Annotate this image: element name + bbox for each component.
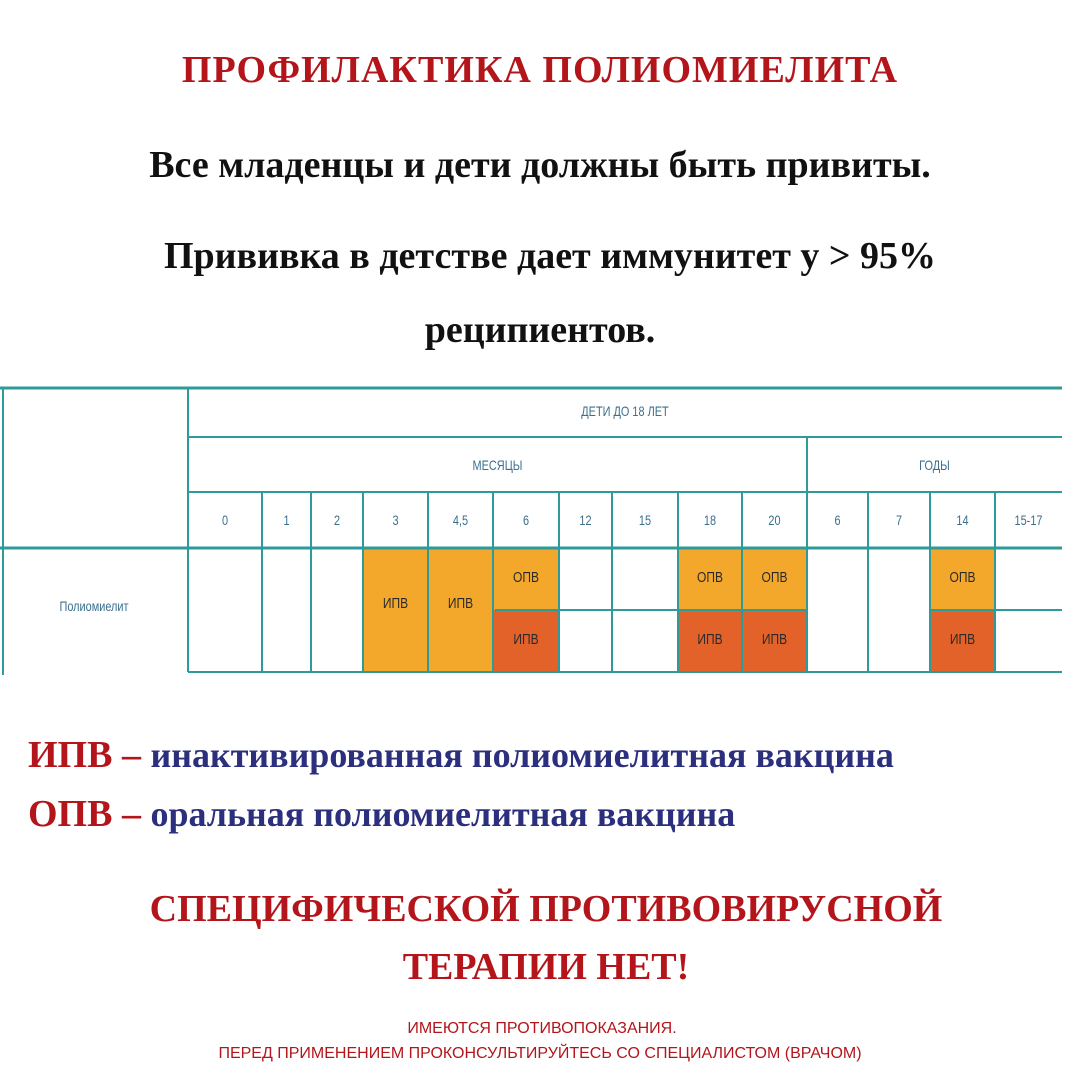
age-column-header: 12 bbox=[579, 512, 592, 528]
dose-label-ipv: ИПВ bbox=[949, 631, 976, 648]
page-title: ПРОФИЛАКТИКА ПОЛИОМИЕЛИТА bbox=[181, 49, 899, 91]
dose-label-ipv: ИПВ bbox=[447, 595, 474, 612]
row-label-polio: Полиомиелит bbox=[59, 598, 129, 614]
dose-label-ipv: ИПВ bbox=[382, 595, 409, 612]
dose-label-ipv: ИПВ bbox=[513, 631, 539, 648]
age-column-header: 4,5 bbox=[452, 512, 469, 528]
dose-label-opv: ОПВ bbox=[513, 569, 539, 586]
dose-label-ipv: ИПВ bbox=[761, 631, 788, 648]
vaccination-schedule-table bbox=[0, 385, 1062, 675]
legend-ipv bbox=[28, 733, 894, 777]
warning-line-1: СПЕЦИФИЧЕСКОЙ ПРОТИВОВИРУСНОЙ bbox=[149, 888, 943, 930]
legend-ipv-desc: инактивированная полиомиелитная вакцина bbox=[150, 735, 894, 775]
legend-ipv-abbr: ИПВ bbox=[28, 734, 113, 776]
header-years: ГОДЫ bbox=[919, 457, 950, 473]
age-column-header: 20 bbox=[768, 512, 781, 528]
intro-line-1: Все младенцы и дети должны быть привиты. bbox=[149, 144, 931, 186]
dose-label-opv: ОПВ bbox=[761, 569, 788, 586]
legend-opv-dash: – bbox=[121, 793, 141, 835]
age-column-header: 14 bbox=[956, 512, 969, 528]
header-children-under-18: ДЕТИ ДО 18 ЛЕТ bbox=[581, 403, 669, 419]
warning-line-2: ТЕРАПИИ НЕТ! bbox=[402, 946, 690, 988]
age-column-header: 2 bbox=[333, 512, 341, 528]
age-column-header: 0 bbox=[221, 512, 229, 528]
age-column-header: 18 bbox=[703, 512, 717, 528]
header-months: МЕСЯЦЫ bbox=[472, 457, 523, 473]
age-column-header: 6 bbox=[834, 512, 841, 528]
age-column-header: 15 bbox=[638, 512, 652, 528]
legend-ipv-dash: – bbox=[121, 734, 141, 776]
dose-label-opv: ОПВ bbox=[949, 569, 976, 586]
legend-opv bbox=[28, 792, 735, 836]
legend-opv-abbr: ОПВ bbox=[28, 793, 113, 835]
age-column-header: 7 bbox=[895, 512, 903, 528]
dose-label-ipv: ИПВ bbox=[697, 631, 723, 648]
age-column-header: 1 bbox=[283, 512, 290, 528]
note-line-1: ИМЕЮТСЯ ПРОТИВОПОКАЗАНИЯ. bbox=[407, 1020, 677, 1037]
dose-label-opv: ОПВ bbox=[697, 569, 723, 586]
note-line-2: ПЕРЕД ПРИМЕНЕНИЕМ ПРОКОНСУЛЬТИРУЙТЕСЬ СО СПЕЦИАЛИСТОМ (ВРАЧОМ) bbox=[218, 1045, 862, 1062]
age-column-header: 15-17 bbox=[1014, 512, 1043, 528]
intro-line-3: реципиентов. bbox=[424, 309, 656, 351]
intro-line-2: Прививка в детстве дает иммунитет у > 95% bbox=[163, 235, 937, 277]
legend-opv-desc: оральная полиомиелитная вакцина bbox=[150, 794, 736, 834]
age-column-header: 6 bbox=[522, 512, 530, 528]
age-column-header: 3 bbox=[392, 512, 399, 528]
